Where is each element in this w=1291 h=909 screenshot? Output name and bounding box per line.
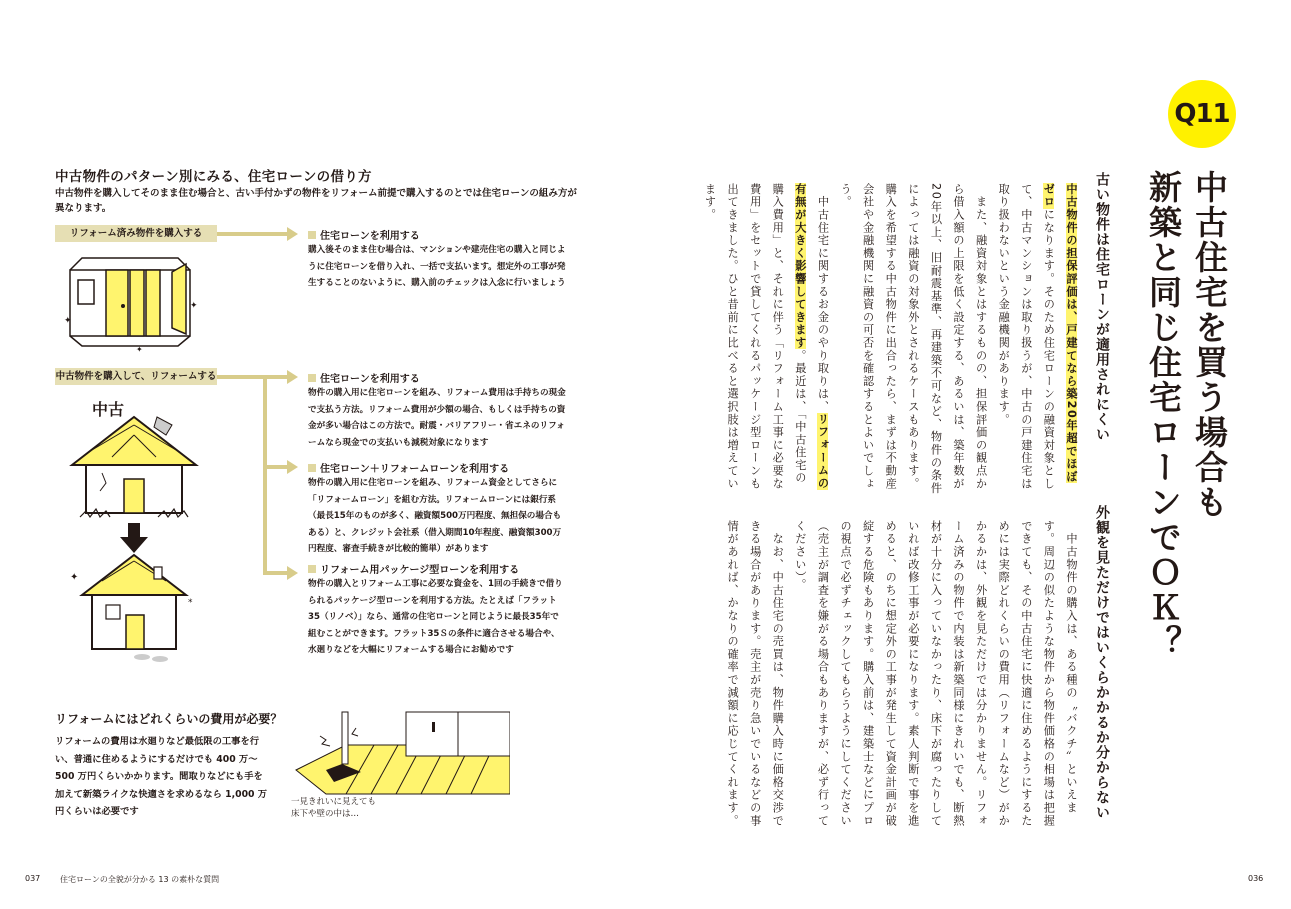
running-title: 住宅ローンの全貌が分かる 13 の素朴な質問 [60, 875, 220, 884]
connector-branch [263, 571, 289, 575]
svg-text:✦: ✦ [136, 345, 143, 353]
intro-text: 中古物件を購入してそのまま住む場合と、古い手付かずの物件をリフォーム前提で購入するのとでは住宅ローンの組み方が異なります。 [55, 188, 577, 214]
caption-line-1: 一見きれいに見えても [291, 797, 377, 807]
house-before-after-illustration [62, 395, 212, 695]
old-house-sign: 中古 [92, 400, 125, 419]
renovated-room-illustration [60, 248, 200, 353]
section-heading: 中古物件のパターン別にみる、住宅ローンの借り方 [55, 169, 372, 185]
connector-line [217, 375, 265, 379]
section2-heading: 外観を見ただけではいくらかかるか分からない [1094, 505, 1110, 820]
highlight-text: リフォームの有無が大きく影響してきます [793, 183, 830, 491]
svg-text:✦: ✦ [64, 316, 72, 326]
connector-branch [263, 465, 289, 469]
option-title-text: 住宅ローンを利用する [320, 374, 420, 385]
paragraph: 。最近は、「中古住宅の購入費用」と、それに伴う「リフォーム工事に必要な費用」をセットで貸してくれるパッケージ型ローンも出てきました。ひと昔前に比べると選択肢は増えています。 [703, 183, 807, 491]
title-line-2: 新築と同じ住宅ローンでＯＫ？ [1144, 170, 1183, 660]
caption-line-2: 床下や壁の中は… [291, 809, 360, 819]
section2-body [726, 520, 1082, 836]
option-title-text: 住宅ローンを利用する [320, 231, 420, 242]
arrow-right-icon [287, 460, 298, 474]
tag-renovated-purchase: リフォーム済み物件を購入する [55, 225, 217, 242]
bullet-square-icon [308, 565, 316, 573]
option-title [308, 460, 509, 475]
cost-body: リフォームの費用は水廻りなど最低限の工事を行い、普通に住めるようにするだけでも 400 万～ 500 万円くらいかかります。間取りなどにも手を加えて新築ライクな快適さを求めるなら 1,000 万円くらいは必要です [55, 736, 268, 817]
section1-heading: 古い物件は住宅ローンが適用されにくい [1094, 172, 1110, 442]
arrow-right-icon [287, 370, 298, 384]
question-title [1140, 170, 1232, 830]
option-body: 購入後そのまま住む場合は、マンションや建売住宅の購入と同じように住宅ローンを借り入れ、一括で支払います。想定外の工事が発生することのないように、購入前のチェックは入念に行いましょう [308, 245, 566, 288]
title-line-1: 中古住宅を買う場合も [1190, 170, 1229, 520]
option-title [308, 370, 420, 385]
tag-buy-and-renovate: 中古物件を購入して、リフォームする [55, 368, 217, 385]
bullet-square-icon [308, 374, 316, 382]
page-number-left: 037 [25, 874, 41, 883]
option-title [308, 561, 519, 576]
page-number-right: 036 [1248, 874, 1264, 883]
connector-branch [263, 375, 289, 379]
arrow-right-icon [287, 227, 298, 241]
option-body: 物件の購入とリフォーム工事に必要な資金を、1回の手続きで借りられるパッケージ型ローンを利用する方法。たとえば「フラット35（リノベ）」なら、通常の住宅ローンと同じように最長35年で組むことができます。フラット35Ｓの条件に適合させる場合や、水廻りなどを大幅にリフォームする場合にお勧めです [308, 579, 563, 655]
arrow-right-icon [287, 566, 298, 580]
highlight-text: 中古物件の担保評価は、戸建てなら築20年超でほぼゼロ [1042, 183, 1078, 484]
section1-body [703, 183, 1082, 495]
svg-text:✦: ✦ [70, 572, 79, 583]
paragraph: 中古物件の購入は、ある種の〝バクチ〟といえます。周辺の似たような物件から物件価格の相場は把握できても、その中古住宅に快適に住めるようにするためには実際どれくらいの費用（リフォームなど）がかかるかは、外観を見ただけでは分かりません。リフォーム済みの物件で内装は新築同様にきれいでも、断熱材が十分に入っていなかったり、床下が腐ったりしていれば改修工事が必要になります。素人判断で事を進めると、のちに想定外の工事が発生して資金計画が破綻する危険もあります。購入前は、建築士などにプロの視点で必ずチェックしてもらうようにしてください（売主が調査を嫌がる場合もありますが、必ず行ってください）。 [793, 520, 1078, 828]
option-body: 物件の購入用に住宅ローンを組み、リフォーム費用は手持ちの現金で支払う方法。リフォーム費用が少額の場合、もしくは手持ちの資金が多い場合はこの方法で。耐震・バリアフリー・省エネのリフォームなら現金での支払いも減税対象になります [308, 388, 566, 448]
svg-text:✦: ✦ [190, 301, 198, 311]
option-title-text: 住宅ローン＋リフォームローンを利用する [320, 464, 510, 475]
paragraph: また、融資対象とはするものの、担保評価の観点から借入額の上限を低く設定する、あるいは、築年数が20年以上、旧耐震基準、再建築不可など、物件の条件によっては融資の対象外とされるケースもあります。購入を希望する中古物件に出合ったら、まずは不動産会社や金融機関に融資の可否を確認するとよいでしょう。 [839, 183, 988, 495]
illustration-caption [291, 796, 376, 820]
question-badge: Q11 [1168, 80, 1236, 148]
paragraph: になります。そのため住宅ローンの融資対象として、中古マンションは取り扱うが、中古の戸建住宅は取り扱わないという金融機関があります。 [997, 183, 1056, 491]
floor-damage-illustration [286, 710, 510, 810]
option-title [308, 227, 420, 242]
option-body: 物件の購入用に住宅ローンを組み、リフォーム資金としてさらに「リフォームローン」を組む方法。リフォームローンには銀行系（最長15年のものが多く、融資額500万円程度、無担保の場合もある）と、クレジット会社系（借入期間10年程度、融資額300万円程度、審査手続きが比較的簡単）があります [308, 478, 562, 554]
connector-line [217, 232, 289, 236]
svg-text:*: * [188, 598, 193, 608]
connector-trunk [263, 375, 267, 575]
paragraph: なお、中古住宅の売買は、物件購入時に価格交渉できる場合があります。売主が売り急いでいるなどの事情があれば、かなりの確率で減額に応じてくれます。 [726, 520, 785, 828]
paragraph: 中古住宅に関するお金のやり取りは、 [816, 195, 830, 414]
bullet-square-icon [308, 231, 316, 239]
bullet-square-icon [308, 464, 316, 472]
option-title-text: リフォーム用パッケージ型ローンを利用する [320, 565, 520, 576]
cost-heading: リフォームにはどれくらいの費用が必要？ [55, 712, 283, 726]
